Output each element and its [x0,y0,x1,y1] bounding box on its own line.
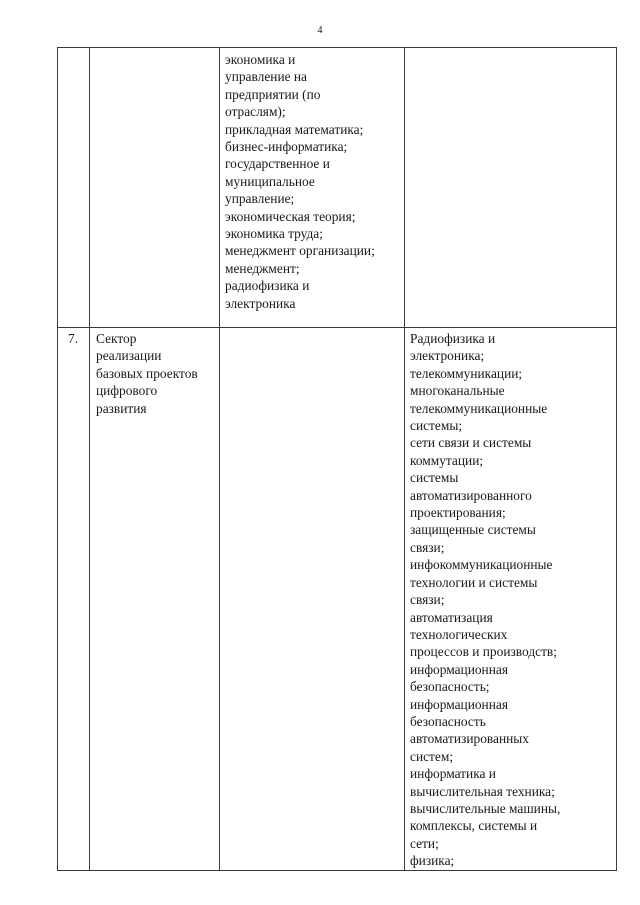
continuation-row-specialties: экономика и управление на предприятии (по отраслям); прикладная математика; бизнес-информатика; государственное и муниципальное управление; экономическая теория; экономика труда; менеджмент организации; менеджмент; радиофизика и электроника [225,52,375,311]
column-divider-2 [219,48,220,870]
row-7-extra-specialties: Радиофизика и электроника; телекоммуникации; многоканальные телекоммуникационные системы; сети связи и системы коммутации; системы автоматизированного проектирования; защищенные системы связи; инфокоммуникационные технологии и системы связи; автоматизация технологических процессов и производств; информационная безопасность; информационная безопасность автоматизированных систем; информатика и вычислительная техника; вычислительные машины, комплексы, системы и сети; физика; [410,331,561,869]
row-divider [58,327,616,328]
row-7-number: 7. [68,331,79,346]
row-7-name: Сектор реализации базовых проектов цифрового развития [96,331,198,416]
qualification-table [57,47,617,871]
column-divider-1 [89,48,90,870]
page-number: 4 [317,25,323,36]
